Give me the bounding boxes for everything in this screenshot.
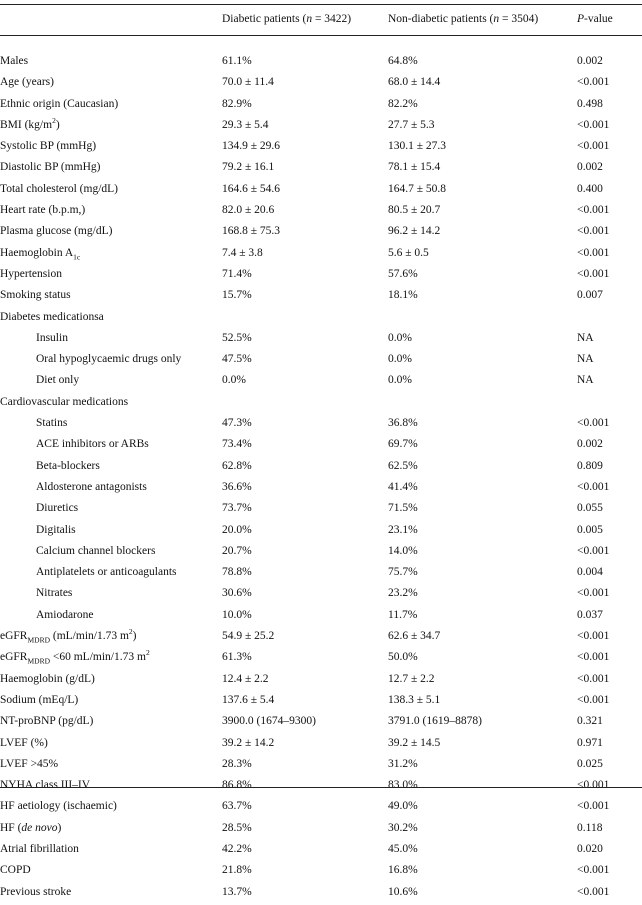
table-row	[0, 543, 642, 564]
cell-non-diabetic: 10.6%	[388, 885, 418, 898]
cell-diabetic: 47.3%	[222, 417, 252, 430]
cell-non-diabetic: 23.2%	[388, 587, 418, 600]
table-row	[0, 159, 642, 180]
cell-diabetic: 0.0%	[222, 374, 246, 387]
cell-p-value: <0.001	[577, 779, 610, 792]
row-label: HF aetiology (ischaemic)	[0, 800, 117, 813]
cell-non-diabetic: 57.6%	[388, 267, 418, 280]
cell-p-value: NA	[577, 353, 594, 366]
cell-non-diabetic: 0.0%	[388, 353, 412, 366]
cell-p-value: <0.001	[577, 76, 610, 89]
table-row	[0, 798, 642, 819]
table-row	[0, 245, 642, 266]
cell-non-diabetic: 71.5%	[388, 502, 418, 515]
table-row	[0, 415, 642, 436]
table-row	[0, 74, 642, 95]
cell-diabetic: 21.8%	[222, 864, 252, 877]
table-row	[0, 330, 642, 351]
cell-diabetic: 82.0 ± 20.6	[222, 204, 275, 217]
cell-non-diabetic: 27.7 ± 5.3	[388, 118, 435, 131]
cell-non-diabetic: 49.0%	[388, 800, 418, 813]
cell-non-diabetic: 0.0%	[388, 331, 412, 344]
table-row	[0, 522, 642, 543]
cell-non-diabetic: 96.2 ± 14.2	[388, 225, 441, 238]
cell-diabetic: 20.0%	[222, 523, 252, 536]
table-row	[0, 223, 642, 244]
table-row	[0, 692, 642, 713]
cell-diabetic: 28.3%	[222, 757, 252, 770]
table-row	[0, 564, 642, 585]
table-row	[0, 500, 642, 521]
row-label: Statins	[36, 417, 68, 430]
table-row	[0, 266, 642, 287]
cell-non-diabetic: 39.2 ± 14.5	[388, 736, 441, 749]
table-row	[0, 649, 642, 670]
cell-p-value: <0.001	[577, 544, 610, 557]
cell-p-value: <0.001	[577, 225, 610, 238]
cell-p-value: <0.001	[577, 651, 610, 664]
cell-non-diabetic: 64.8%	[388, 55, 418, 67]
row-label: Haemoglobin (g/dL)	[0, 672, 95, 685]
cell-diabetic: 20.7%	[222, 544, 252, 557]
table-row	[0, 735, 642, 756]
cell-non-diabetic: 14.0%	[388, 544, 418, 557]
table-body	[0, 53, 642, 905]
cell-diabetic: 164.6 ± 54.6	[222, 182, 281, 195]
row-label: Diabetes medicationsa	[0, 310, 104, 323]
cell-diabetic: 28.5%	[222, 821, 252, 834]
row-label: Plasma glucose (mg/dL)	[0, 225, 113, 238]
table-row	[0, 372, 642, 393]
table-row	[0, 138, 642, 159]
cell-non-diabetic: 138.3 ± 5.1	[388, 693, 441, 706]
cell-diabetic: 42.2%	[222, 842, 252, 855]
cell-non-diabetic: 62.6 ± 34.7	[388, 630, 441, 643]
table-row	[0, 585, 642, 606]
row-label: Amiodarone	[36, 608, 94, 621]
cell-diabetic: 29.3 ± 5.4	[222, 118, 269, 131]
cell-p-value: 0.002	[577, 438, 603, 451]
cell-diabetic: 78.8%	[222, 566, 252, 579]
cell-non-diabetic: 30.2%	[388, 821, 418, 834]
table-row	[0, 394, 642, 415]
table-row	[0, 841, 642, 862]
cell-non-diabetic: 69.7%	[388, 438, 418, 451]
cell-diabetic: 30.6%	[222, 587, 252, 600]
cell-p-value: <0.001	[577, 672, 610, 685]
table-row	[0, 181, 642, 202]
row-label: Smoking status	[0, 289, 71, 302]
cell-p-value: 0.007	[577, 289, 603, 302]
cell-diabetic: 62.8%	[222, 459, 252, 472]
table-row	[0, 607, 642, 628]
cell-p-value: 0.004	[577, 566, 603, 579]
cell-diabetic: 13.7%	[222, 885, 252, 898]
row-label: Total cholesterol (mg/dL)	[0, 182, 118, 195]
row-label: Beta-blockers	[36, 459, 100, 472]
row-label: Males	[0, 55, 29, 67]
row-label: Previous stroke	[0, 885, 72, 898]
cell-p-value: 0.020	[577, 842, 603, 855]
cell-p-value: <0.001	[577, 267, 610, 280]
header-diabetic: Diabetic patients (n = 3422)	[222, 13, 352, 25]
cell-p-value: 0.971	[577, 736, 603, 749]
row-label: Age (years)	[0, 76, 54, 89]
cell-diabetic: 86.8%	[222, 779, 252, 792]
table-header-row	[0, 13, 642, 29]
cell-p-value: <0.001	[577, 480, 610, 493]
table-top-rule	[0, 4, 642, 5]
row-label: Diastolic BP (mmHg)	[0, 161, 101, 174]
row-label: Ethnic origin (Caucasian)	[0, 97, 119, 110]
row-label: Digitalis	[36, 523, 76, 536]
cell-diabetic: 61.3%	[222, 651, 252, 664]
row-label: BMI $(kg/m^2)$	[0, 116, 60, 131]
row-label: Aldosterone antagonists	[36, 480, 147, 493]
row-label: Nitrates	[36, 587, 73, 600]
cell-non-diabetic: 164.7 ± 50.8	[388, 182, 447, 195]
cell-non-diabetic: 130.1 ± 27.3	[388, 140, 447, 153]
cell-p-value: <0.001	[577, 630, 610, 643]
cell-p-value: <0.001	[577, 885, 610, 898]
cell-diabetic: 82.9%	[222, 97, 252, 110]
cell-diabetic: 71.4%	[222, 267, 252, 280]
row-label: Antiplatelets or anticoagulants	[36, 566, 177, 579]
cell-p-value: 0.025	[577, 757, 603, 770]
cell-diabetic: 79.2 ± 16.1	[222, 161, 275, 174]
cell-p-value: 0.321	[577, 715, 603, 728]
cell-p-value: 0.118	[577, 821, 603, 834]
table-bottom-rule	[0, 787, 642, 788]
cell-diabetic: 70.0 ± 11.4	[222, 76, 274, 89]
row-label: Haemoglobin $A_{1c}$	[0, 246, 81, 261]
row-label: ACE inhibitors or ARBs	[36, 438, 149, 451]
table-row	[0, 671, 642, 692]
row-label: NYHA class III–IV	[0, 779, 91, 792]
cell-p-value: 0.498	[577, 97, 603, 110]
cell-p-value: <0.001	[577, 417, 610, 430]
cell-diabetic: 63.7%	[222, 800, 252, 813]
cell-diabetic: 7.4 ± 3.8	[222, 246, 263, 259]
cell-diabetic: 36.6%	[222, 480, 252, 493]
table-row	[0, 628, 642, 649]
cell-non-diabetic: 82.2%	[388, 97, 418, 110]
row-label: LVEF (%)	[0, 736, 48, 749]
table-row	[0, 351, 642, 372]
cell-diabetic: 61.1%	[222, 55, 252, 67]
table-header-rule	[0, 35, 642, 36]
cell-diabetic: 47.5%	[222, 353, 252, 366]
cell-diabetic: 15.7%	[222, 289, 252, 302]
row-label: Diet only	[36, 374, 80, 387]
cell-diabetic: 137.6 ± 5.4	[222, 693, 275, 706]
row-label: Cardiovascular medications	[0, 395, 129, 408]
cell-diabetic: 73.4%	[222, 438, 252, 451]
row-label: Systolic BP (mmHg)	[0, 140, 97, 153]
row-label: Sodium (mEq/L)	[0, 693, 79, 706]
cell-diabetic: 54.9 ± 25.2	[222, 630, 275, 643]
cell-p-value: <0.001	[577, 140, 610, 153]
cell-non-diabetic: 31.2%	[388, 757, 418, 770]
row-label: Calcium channel blockers	[36, 544, 156, 557]
row-label: COPD	[0, 864, 31, 877]
row-label: LVEF >45%	[0, 757, 59, 770]
table-row	[0, 436, 642, 457]
table-row	[0, 53, 642, 74]
cell-non-diabetic: 62.5%	[388, 459, 418, 472]
cell-p-value: 0.002	[577, 55, 603, 67]
table-row	[0, 96, 642, 117]
row-label: Insulin	[36, 331, 68, 344]
cell-p-value: <0.001	[577, 693, 610, 706]
cell-diabetic: 52.5%	[222, 331, 252, 344]
table-row	[0, 117, 642, 138]
cell-non-diabetic: 80.5 ± 20.7	[388, 204, 441, 217]
cell-p-value: <0.001	[577, 587, 610, 600]
cell-non-diabetic: 41.4%	[388, 480, 418, 493]
cell-diabetic: 168.8 ± 75.3	[222, 225, 281, 238]
cell-p-value: <0.001	[577, 800, 610, 813]
row-label: Diuretics	[36, 502, 79, 515]
table-row	[0, 756, 642, 777]
cell-diabetic: 73.7%	[222, 502, 252, 515]
cell-p-value: 0.809	[577, 459, 603, 472]
header-p-value: P-value	[577, 13, 613, 25]
cell-non-diabetic: 45.0%	[388, 842, 418, 855]
cell-p-value: 0.037	[577, 608, 603, 621]
table-row	[0, 287, 642, 308]
cell-non-diabetic: 68.0 ± 14.4	[388, 76, 441, 89]
cell-non-diabetic: 12.7 ± 2.2	[388, 672, 435, 685]
row-label: HF (de novo)	[0, 821, 62, 834]
cell-diabetic: 10.0%	[222, 608, 252, 621]
cell-diabetic: 3900.0 (1674–9300)	[222, 715, 316, 728]
row-label: eGFR$_{MDRD}$ (mL/min/1.73 $m^2$)	[0, 627, 137, 645]
table-row	[0, 458, 642, 479]
cell-non-diabetic: 23.1%	[388, 523, 418, 536]
row-label: NT-proBNP (pg/dL)	[0, 715, 94, 728]
row-label: Hypertension	[0, 267, 62, 280]
table-row	[0, 862, 642, 883]
row-label: Oral hypoglycaemic drugs only	[36, 353, 182, 366]
cell-non-diabetic: 16.8%	[388, 864, 418, 877]
cell-p-value: 0.400	[577, 182, 603, 195]
table-row	[0, 202, 642, 223]
cell-p-value: 0.002	[577, 161, 603, 174]
cell-diabetic: 12.4 ± 2.2	[222, 672, 269, 685]
cell-non-diabetic: 18.1%	[388, 289, 418, 302]
cell-p-value: <0.001	[577, 246, 610, 259]
row-label: eGFR$_{MDRD}$ <60 mL/min/1.73 $m^2$	[0, 648, 150, 666]
cell-non-diabetic: 5.6 ± 0.5	[388, 246, 429, 259]
cell-p-value: 0.055	[577, 502, 603, 515]
cell-non-diabetic: 3791.0 (1619–8878)	[388, 715, 482, 728]
cell-non-diabetic: 78.1 ± 15.4	[388, 161, 441, 174]
cell-non-diabetic: 83.0%	[388, 779, 418, 792]
cell-non-diabetic: 75.7%	[388, 566, 418, 579]
cell-p-value: NA	[577, 331, 594, 344]
cell-non-diabetic: 0.0%	[388, 374, 412, 387]
table-row	[0, 820, 642, 841]
cell-non-diabetic: 11.7%	[388, 608, 418, 621]
table-row	[0, 479, 642, 500]
table-row	[0, 713, 642, 734]
table-row	[0, 884, 642, 905]
cell-non-diabetic: 50.0%	[388, 651, 418, 664]
cell-diabetic: 134.9 ± 29.6	[222, 140, 281, 153]
cell-non-diabetic: 36.8%	[388, 417, 418, 430]
cell-diabetic: 39.2 ± 14.2	[222, 736, 275, 749]
header-non-diabetic: Non-diabetic patients (n = 3504)	[388, 13, 539, 25]
cell-p-value: <0.001	[577, 118, 610, 131]
row-label: Heart rate (b.p.m,)	[0, 204, 86, 217]
cell-p-value: NA	[577, 374, 594, 387]
cell-p-value: <0.001	[577, 864, 610, 877]
row-label: Atrial fibrillation	[0, 842, 79, 855]
cell-p-value: <0.001	[577, 204, 610, 217]
table-row	[0, 309, 642, 330]
cell-p-value: 0.005	[577, 523, 603, 536]
